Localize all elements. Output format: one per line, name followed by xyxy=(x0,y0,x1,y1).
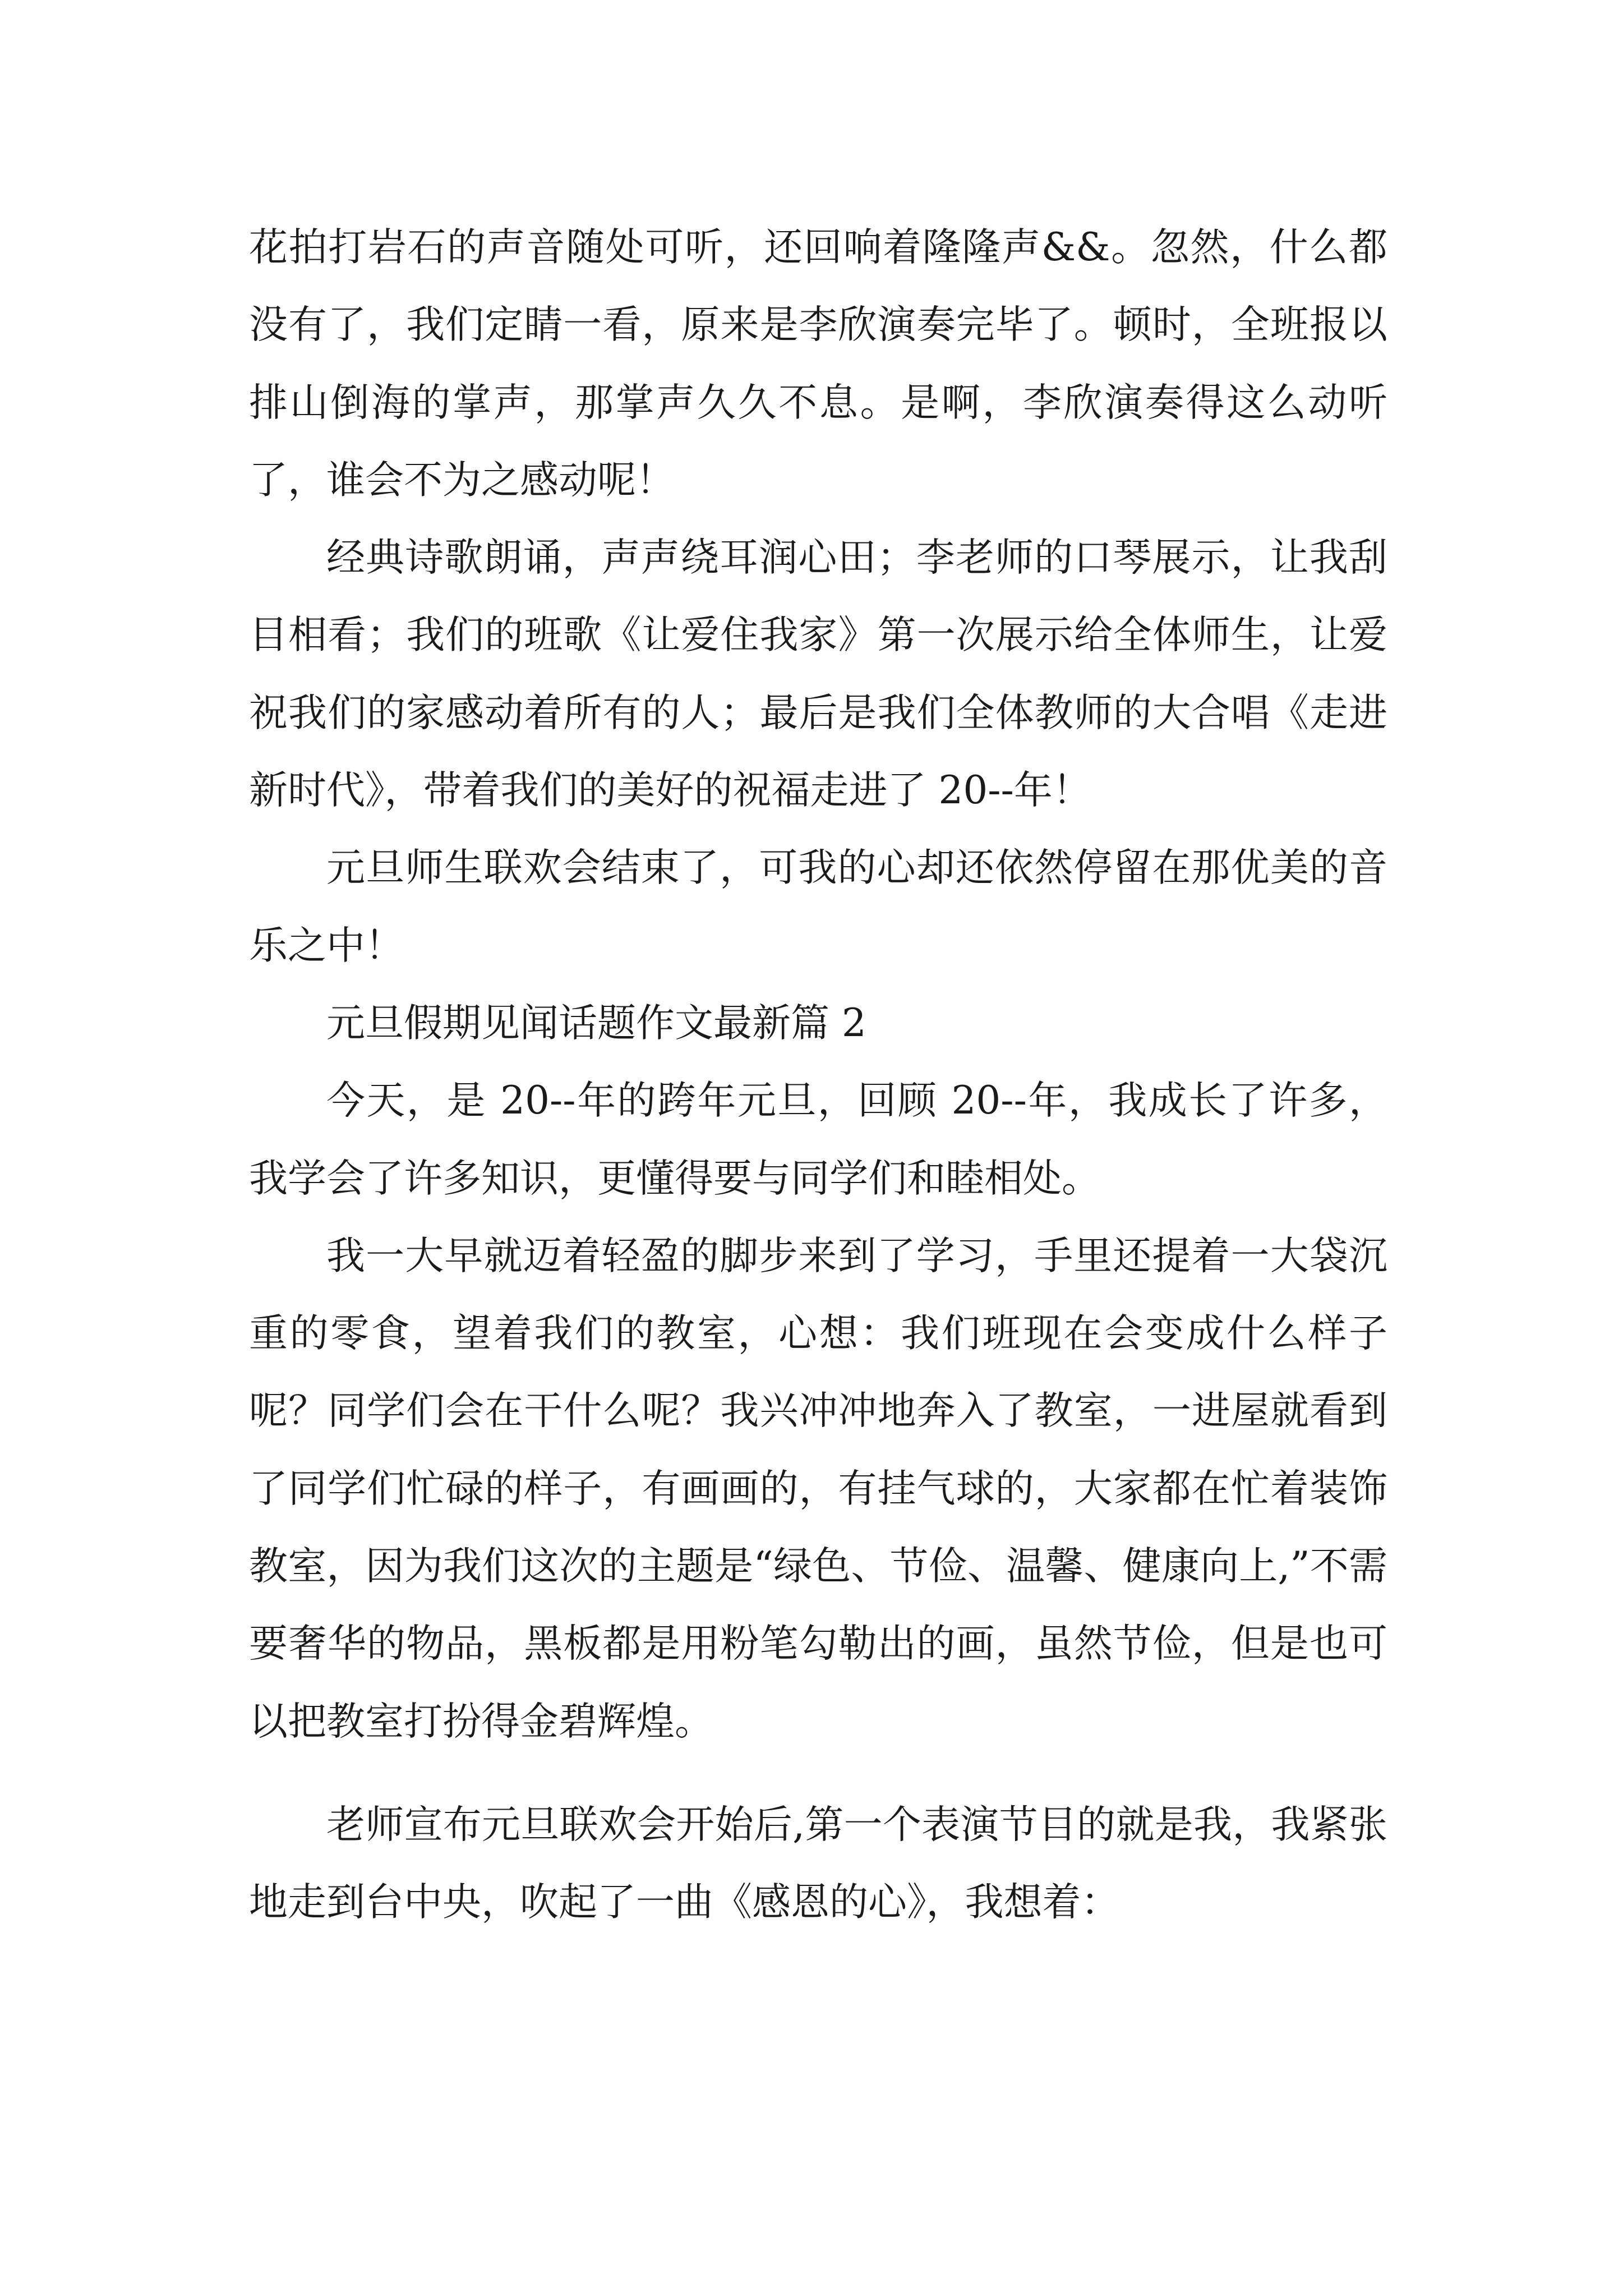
paragraph-3: 元旦师生联欢会结束了，可我的心却还依然停留在那优美的音乐之中！ xyxy=(249,845,1387,968)
section-heading: 元旦假期见闻话题作文最新篇 2 xyxy=(326,1000,866,1046)
paragraph-6: 老师宣布元旦联欢会开始后,第一个表演节目的就是我，我紧张地走到台中央，吹起了一曲《感恩的心》，我想着： xyxy=(249,1802,1387,1925)
paragraph-2: 经典诗歌朗诵，声声绕耳润心田；李老师的口琴展示，让我刮目相看；我们的班歌《让爱住我家》第一次展示给全体师生，让爱祝我们的家感动着所有的人；最后是我们全体教师的大合唱《走进新时代》，带着我们的美好的祝福走进了 20--年！ xyxy=(249,535,1387,813)
paragraph-1: 花拍打岩石的声音随处可听，还回响着隆隆声&&。忽然，什么都没有了，我们定睛一看，原来是李欣演奏完毕了。顿时，全班报以排山倒海的掌声，那掌声久久不息。是啊，李欣演奏得这么动听了，谁会不为之感动呢！ xyxy=(249,225,1387,503)
document-body xyxy=(249,209,1387,1941)
paragraph-5: 我一大早就迈着轻盈的脚步来到了学习，手里还提着一大袋沉重的零食，望着我们的教室，心想：我们班现在会变成什么样子呢？同学们会在干什么呢？我兴冲冲地奔入了教室，一进屋就看到了同学们忙碌的样子，有画画的，有挂气球的，大家都在忙着装饰教室，因为我们这次的主题是“绿色、节俭、温馨、健康向上,”不需要奢华的物品，黑板都是用粉笔勾勒出的画，虽然节俭，但是也可以把教室打扮得金碧辉煌。 xyxy=(249,1233,1387,1744)
paragraph-4: 今天，是 20--年的跨年元旦，回顾 20--年，我成长了许多，我学会了许多知识，更懂得要与同学们和睦相处。 xyxy=(249,1078,1387,1201)
